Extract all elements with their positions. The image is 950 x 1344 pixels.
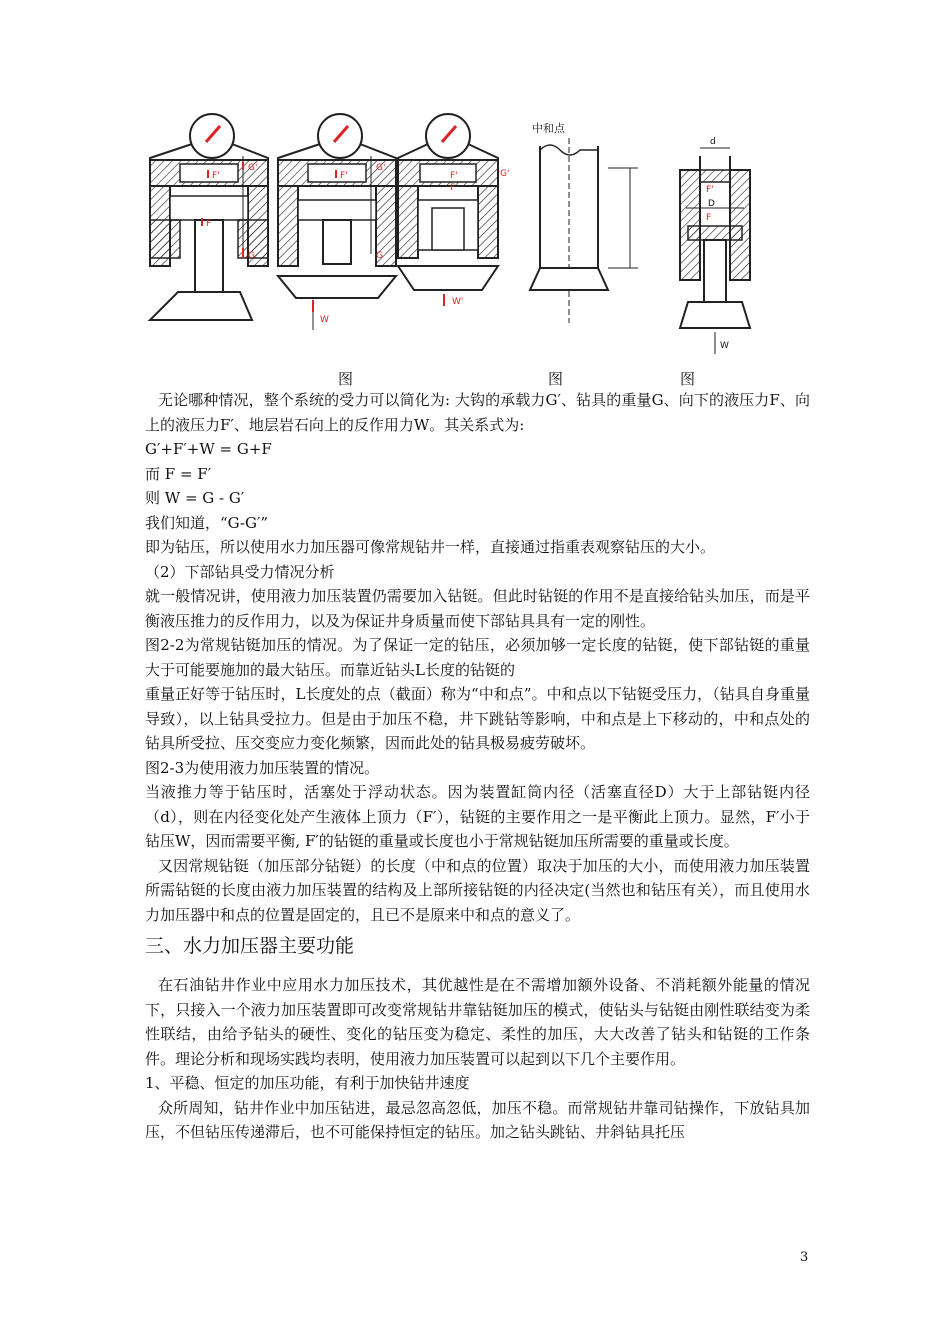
label-d-small: d — [710, 137, 716, 147]
label-f-prime-3: F' — [450, 171, 458, 181]
diagram-3 — [398, 114, 509, 307]
figure-caption-1: 图 — [338, 370, 354, 388]
paragraph: 图2-2为常规钻铤加压的情况。为了保证一定的钻压，必须加够一定长度的钻铤，使下部钻铤的重量大于可能要施加的最大钻压。而靠近钻头L长度的钻铤的 — [145, 636, 810, 679]
label-f-3: F — [450, 183, 456, 193]
label-g-prime-3: G' — [500, 169, 510, 179]
paragraph: 无论哪种情况，整个系统的受力可以简化为: 大钩的承载力G′、钻具的重量G、向下的液压力F、向上的液压力F′、地层岩石向上的反作用力W。其关系式为: — [145, 391, 810, 434]
label-neutral-point: 中和点 — [532, 122, 565, 135]
paragraph: 我们知道，“G-G′” — [145, 513, 269, 532]
formula: 而 F = F′ — [145, 464, 212, 483]
label-d-big: D — [708, 199, 715, 209]
diagram-2 — [278, 114, 396, 330]
label-f-prime-2: F' — [340, 171, 348, 181]
page-number: 3 — [800, 1250, 809, 1265]
technical-figure — [140, 108, 790, 370]
paragraph: 当液推力等于钻压时，活塞处于浮动状态。因为装置缸筒内径（活塞直径D）大于上部钻铤内径（d），则在内径变化处产生液体上顶力（F′），钻铤的主要作用之一是平衡此上顶力。显然，F′小于钻压W，因而需要平衡, F′的钻铤的重量或长度也小于常规钻铤加压所需要的重量或长度。 — [145, 783, 810, 850]
label-w-2: W — [320, 315, 329, 325]
label-g-prime-2: G' — [376, 163, 386, 173]
label-g-2: G — [376, 251, 383, 261]
figure-caption-3: 图 — [680, 370, 696, 388]
label-f-5: F — [706, 213, 712, 223]
formula: G′+F′+W = G+F — [145, 440, 272, 458]
paragraph: 又因常规钻铤（加压部分钻铤）的长度（中和点的位置）取决于加压的大小，而使用液力加压装置所需钻铤的长度由液力加压装置的结构及上部所接钻铤的内径决定(当然也和钻压有关），而且使用水力加压器中和点的位置是固定的，且已不是原来中和点的意义了。 — [145, 856, 810, 924]
formula: 则 W = G - G′ — [145, 489, 245, 507]
figure-caption-2: 图 — [548, 370, 564, 388]
diagram-4-neutral-point — [530, 121, 638, 323]
paragraph: 重量正好等于钻压时，L长度处的点（截面）称为“中和点”。中和点以下钻铤受压力，（钻具自身重量导致），以上钻具受拉力。但是由于加压不稳，井下跳钻等影响，中和点是上下移动的，中和点处的钻具所受拉、压交变应力变化频繁，因而此处的钻具极易疲劳破坏。 — [145, 685, 810, 752]
subheading: 1、平稳、恒定的加压功能，有利于加快钻井速度 — [145, 1074, 470, 1092]
diagram-5 — [680, 137, 750, 354]
label-f-prime: F' — [212, 171, 220, 181]
paragraph: 在石油钻井作业中应用水力加压技术，其优越性是在不需增加额外设备、不消耗额外能量的情况下，只接入一个液力加压装置即可改变常规钻井靠钻铤加压的模式，使钻头与钻铤由刚性联结变为柔性联结，由给予钻头的硬性、变化的钻压变为稳定、柔性的加压，大大改善了钻头和钻铤的工作条件。理论分析和现场实践均表明，使用液力加压装置可以起到以下几个主要作用。 — [145, 976, 810, 1068]
label-f: F — [206, 219, 212, 229]
label-f-prime-5: F' — [706, 185, 714, 195]
body-text — [145, 388, 810, 1145]
paragraph: 就一般情况讲，使用液力加压装置仍需要加入钻铤。但此时钻铤的作用不是直接给钻头加压，而是平衡液压推力的反作用力，以及为保证井身质量而使下部钻具具有一定的刚性。 — [145, 587, 810, 630]
paragraph: 图2-3为使用液力加压装置的情况。 — [145, 758, 380, 777]
diagram-1 — [150, 114, 268, 320]
paragraph: 众所周知，钻井作业中加压钻进，最忌忽高忽低，加压不稳。而常规钻井靠司钻操作，下放钻具加压，不但钻压传递滞后，也不可能保持恒定的钻压。加之钻头跳钻、井斜钻具托压 — [145, 1098, 810, 1141]
label-g: G — [248, 251, 255, 261]
subheading: （2）下部钻具受力情况分析 — [145, 562, 335, 581]
label-g-prime: G' — [248, 163, 258, 173]
section-heading: 三、水力加压器主要功能 — [145, 935, 355, 957]
label-w-5: W — [720, 341, 729, 351]
paragraph: 即为钻压，所以使用水力加压器可像常规钻井一样，直接通过指重表观察钻压的大小。 — [145, 538, 716, 556]
label-w-prime-3: W' — [452, 297, 464, 307]
